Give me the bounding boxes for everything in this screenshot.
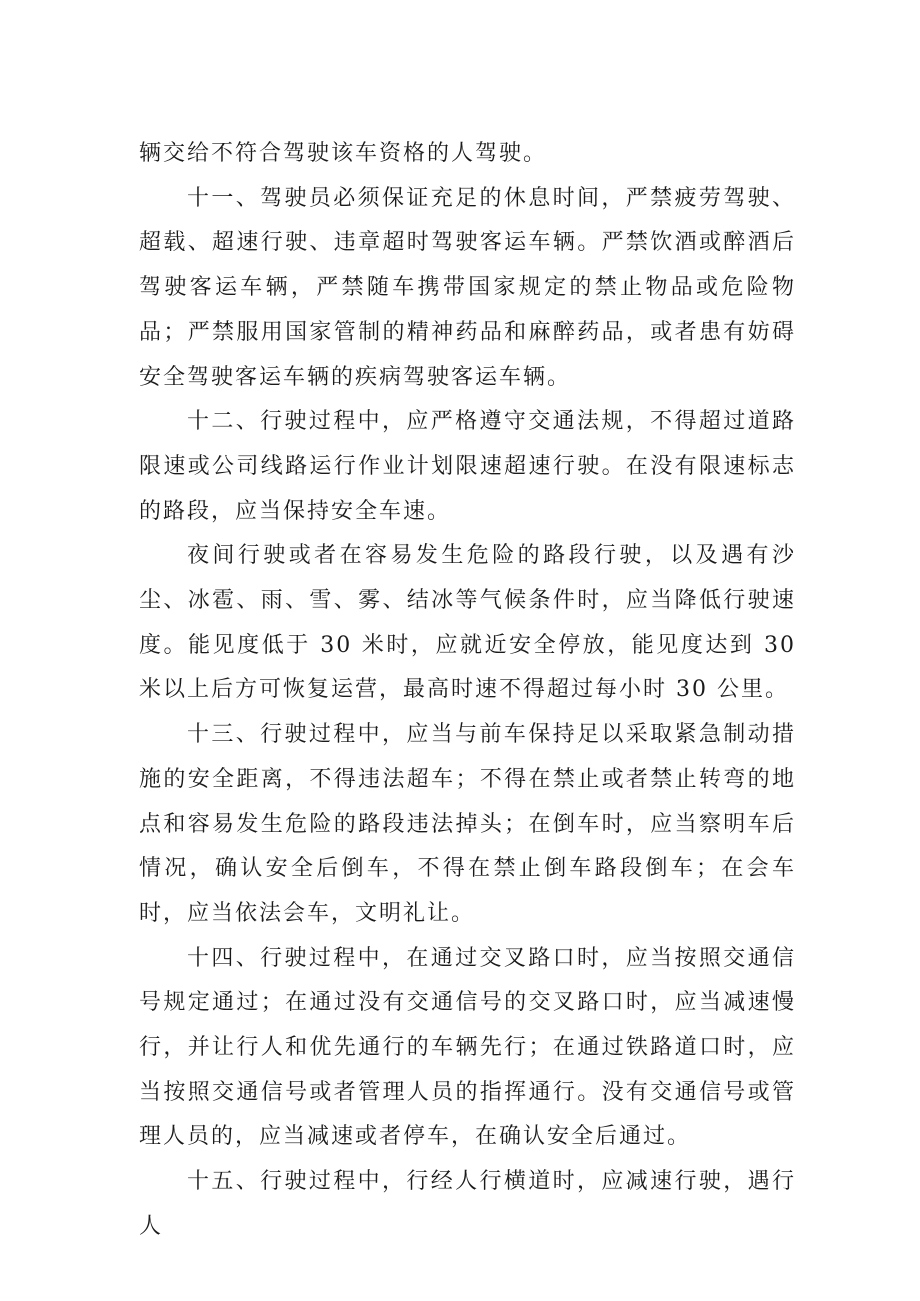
paragraph-rule-14: 十四、行驶过程中，在通过交叉路口时，应当按照交通信号规定通过；在通过没有交通信号的交叉路口时，应当减速慢行，并让行人和优先通行的车辆先行；在通过铁路道口时，应当按照交通信号或者管理人员的指挥通行。没有交通信号或管理人员的，应当减速或者停车，在确认安全后通过。 — [139, 945, 796, 1150]
paragraph-night-driving: 夜间行驶或者在容易发生危险的路段行驶，以及遇有沙尘、冰雹、雨、雪、雾、结冰等气候条件时，应当降低行驶速度。能见度低于 30 米时，应就近安全停放，能见度达到 30 米以上后方可恢复运营，最高时速不得超过每小时 30 公里。 — [139, 543, 796, 703]
paragraph-rule-15: 十五、行驶过程中，行经人行横道时，应减速行驶，遇行人 — [139, 1169, 796, 1239]
paragraph-continuation: 辆交给不符合驾驶该车资格的人驾驶。 — [139, 141, 548, 166]
paragraph-rule-11: 十一、驾驶员必须保证充足的休息时间，严禁疲劳驾驶、超载、超速行驶、违章超时驾驶客运车辆。严禁饮酒或醉酒后驾驶客运车辆，严禁随车携带国家规定的禁止物品或危险物品；严禁服用国家管制的精神药品和麻醉药品，或者患有妨碍安全驾驶客运车辆的疾病驾驶客运车辆。 — [139, 185, 796, 390]
paragraph-rule-12: 十二、行驶过程中，应严格遵守交通法规，不得超过道路限速或公司线路运行作业计划限速超速行驶。在没有限速标志的路段，应当保持安全车速。 — [139, 409, 796, 524]
paragraph-rule-13: 十三、行驶过程中，应当与前车保持足以采取紧急制动措施的安全距离，不得违法超车；不得在禁止或者禁止转弯的地点和容易发生危险的路段违法掉头；在倒车时，应当察明车后情况，确认安全后倒车，不得在禁止倒车路段倒车；在会车时，应当依法会车，文明礼让。 — [139, 722, 796, 926]
document-body — [139, 132, 796, 1250]
